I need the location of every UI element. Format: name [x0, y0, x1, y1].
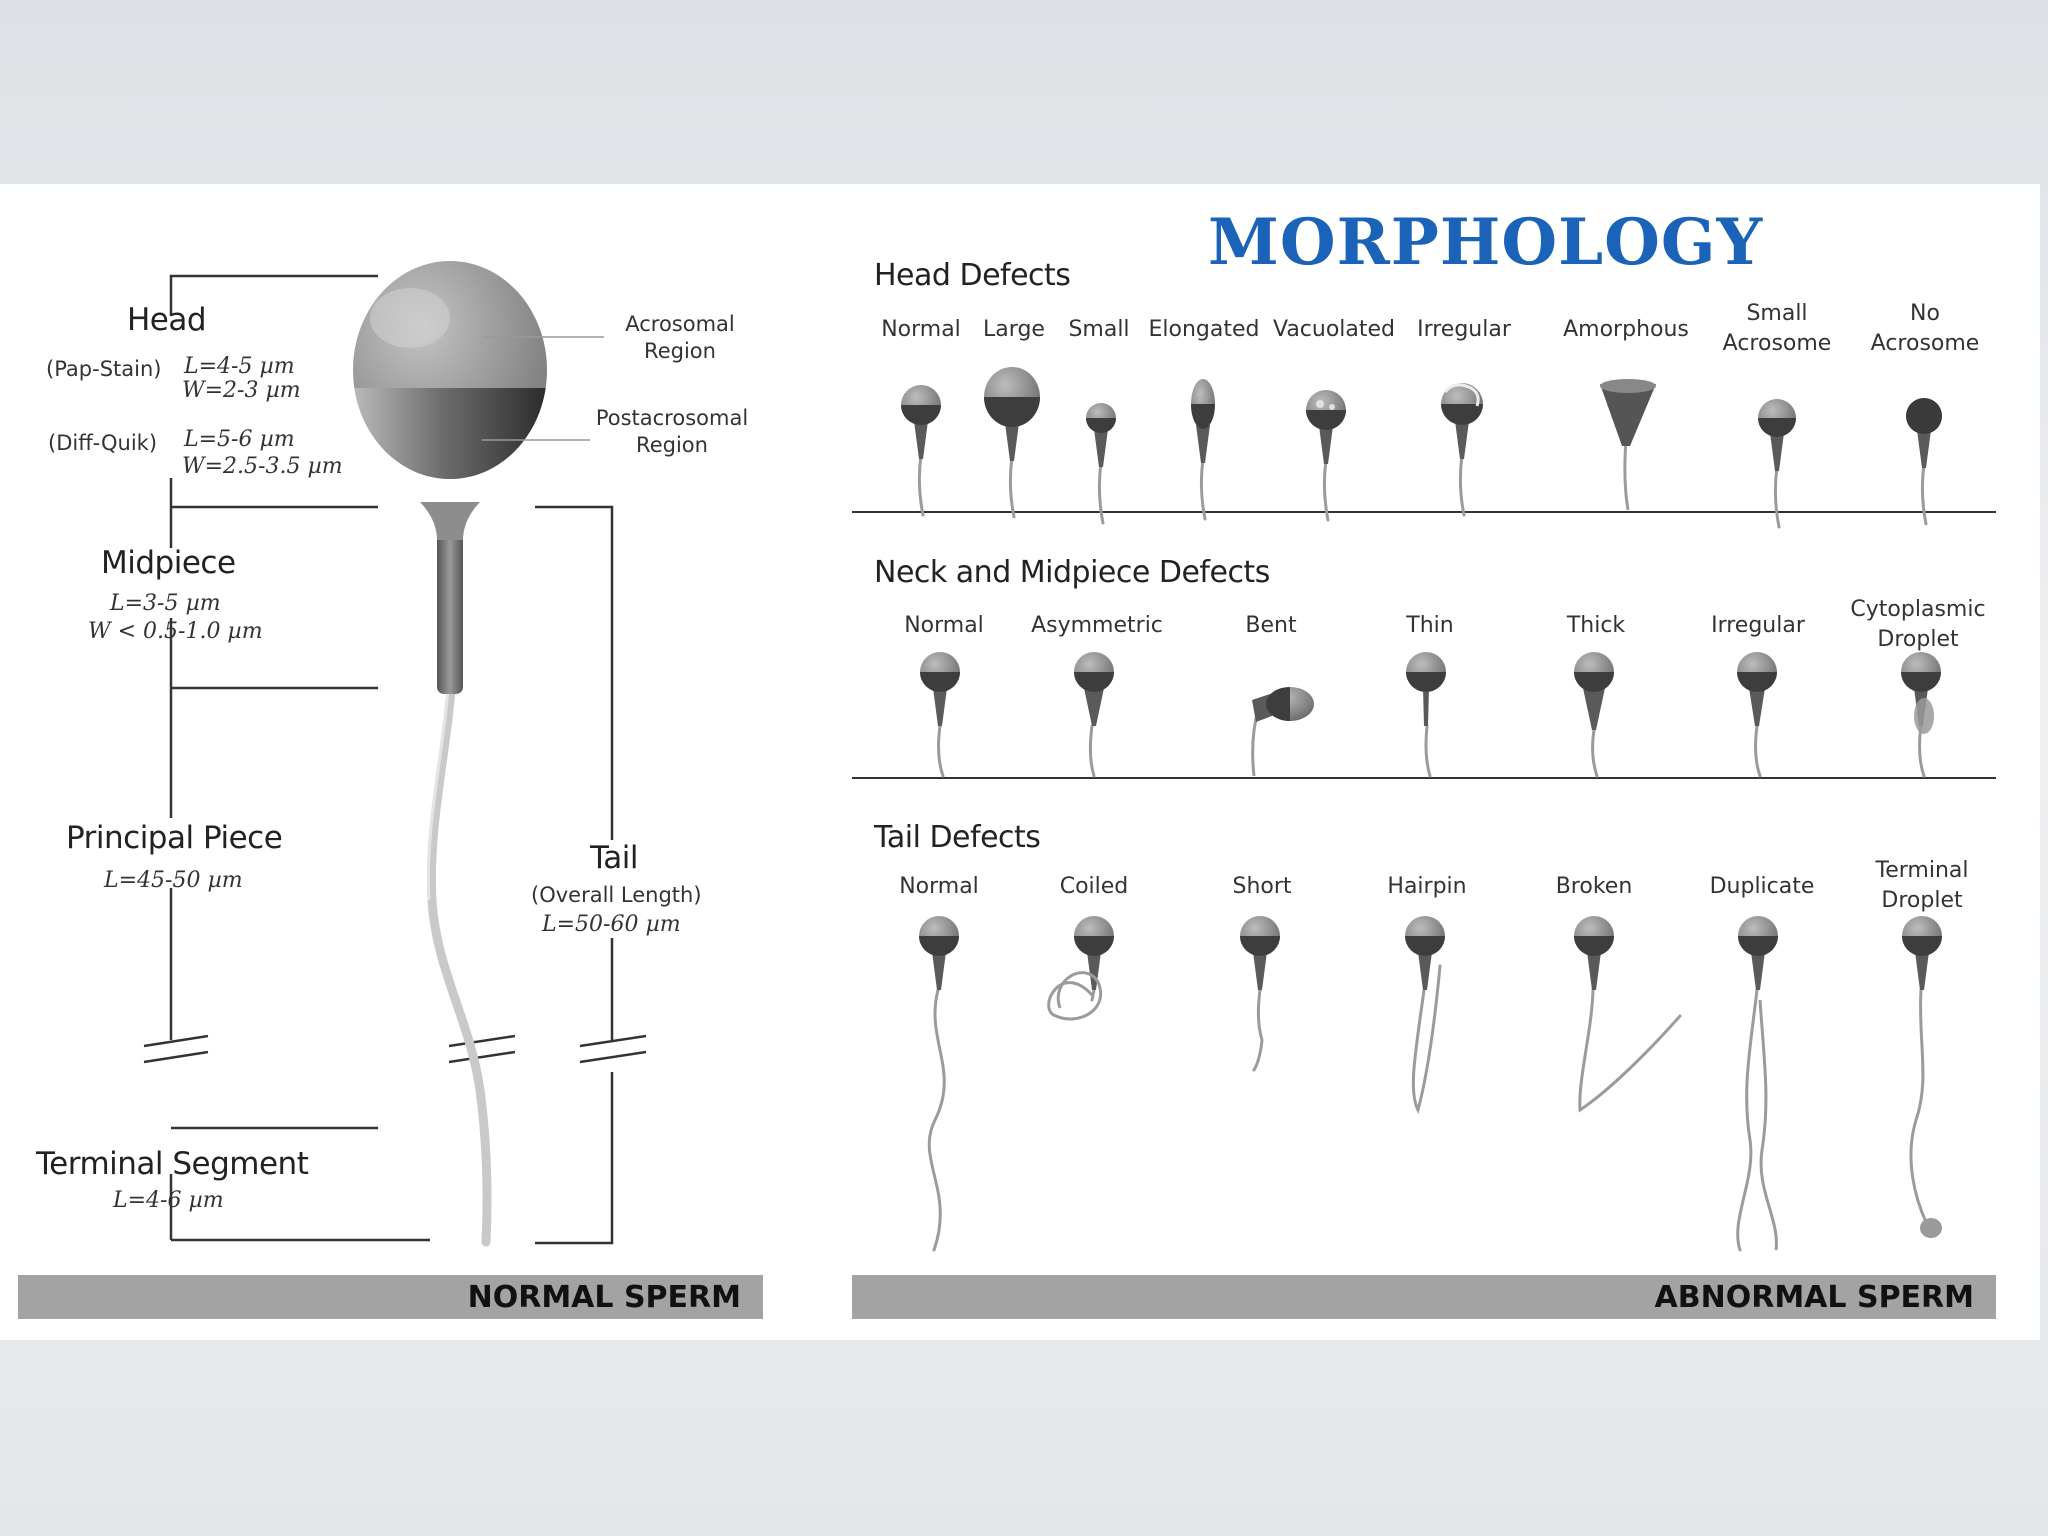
neck-defect-label-line: Normal: [904, 613, 984, 638]
sperm-postacrosome: [1191, 404, 1215, 429]
head-defect-label: [1273, 315, 1395, 345]
neck-thick-illustration: [1574, 652, 1614, 776]
head-defect-label-line: Large: [983, 317, 1045, 342]
sperm-tail: [1911, 990, 1926, 1222]
normal-sperm-bar: [18, 1275, 763, 1319]
abnormal-sperm-label: ABNORMAL SPERM: [1654, 1280, 1974, 1315]
neck-defect-label-line: Thick: [1566, 613, 1626, 638]
diff-quik-label: (Diff-Quik): [48, 431, 158, 455]
terminal-droplet: [1920, 1218, 1942, 1238]
head-defect-label-line: Irregular: [1417, 317, 1511, 342]
diff-quik-width: W=2.5-3.5 µm: [182, 454, 343, 479]
principal-piece-label: Principal Piece: [66, 820, 283, 856]
vacuole: [1329, 404, 1335, 410]
postacrosomal-region-line1: Postacrosomal: [595, 406, 749, 430]
sperm-midpiece: [1749, 688, 1765, 726]
sperm-midpiece: [1084, 688, 1104, 726]
sperm-midpiece: [1583, 688, 1605, 730]
dark-head: [1906, 398, 1942, 434]
midpiece-length: L=3-5 µm: [110, 591, 221, 616]
tail-defect-label: [1060, 872, 1129, 902]
sperm-midpiece: [1751, 952, 1765, 990]
sperm-tail: [1738, 990, 1757, 1250]
neck-defect-label: [1031, 611, 1163, 641]
sperm-midpiece: [1005, 423, 1019, 461]
sperm-midpiece: [914, 421, 928, 459]
midpiece-width: W < 0.5-1.0 µm: [88, 619, 263, 644]
diff-quik-length: L=5-6 µm: [184, 427, 295, 452]
neck-irregular-illustration: [1737, 652, 1777, 776]
head-defect-label: [881, 315, 961, 345]
head-amorphous-illustration: [1600, 379, 1656, 510]
abnormal-sperm-illustrations: [901, 367, 1942, 1250]
head-defect-label-line: Acrosome: [1722, 331, 1832, 356]
terminal-segment-label: Terminal Segment: [36, 1146, 309, 1182]
acrosomal-region-line2: Region: [644, 339, 716, 363]
sperm-tail: [1254, 990, 1262, 1070]
tail-defect-label: [1556, 872, 1633, 902]
sperm-midpiece: [1917, 430, 1931, 468]
terminal-segment-length: L=4-6 µm: [113, 1188, 224, 1213]
tail-duplicate-illustration: [1738, 916, 1778, 1250]
sperm-postacrosome: [1306, 410, 1346, 430]
tail-defect-label: [1232, 872, 1291, 902]
sperm-tail: [1775, 467, 1779, 527]
sperm-tail: [919, 455, 923, 515]
principal-piece-length: L=45-50 µm: [104, 868, 243, 893]
neck-bent-illustration: [1252, 687, 1314, 776]
head-defects-title: Head Defects: [874, 258, 1071, 293]
tail-defect-label-line: Broken: [1555, 874, 1633, 899]
amorphous-top: [1600, 379, 1656, 393]
head-vacuolated-illustration: [1306, 390, 1346, 520]
sperm-tail: [1324, 460, 1328, 520]
neck-asymmetric-illustration: [1074, 652, 1114, 776]
head-small-illustration: [1086, 403, 1116, 523]
head-defect-label-line: Acrosome: [1870, 331, 1980, 356]
sperm-postacrosome: [1574, 672, 1614, 692]
head-small-acrosome-illustration: [1758, 399, 1796, 527]
neck-normal-illustration: [920, 652, 960, 776]
sperm-midpiece: [1319, 426, 1333, 464]
sperm-postacrosome: [1086, 418, 1116, 433]
head-elongated-illustration: [1191, 379, 1215, 519]
sperm-tail: [1460, 455, 1464, 515]
sperm-tail: [1201, 459, 1205, 519]
pap-stain-width: W=2-3 µm: [182, 378, 301, 403]
sperm-postacrosome: [1737, 672, 1777, 692]
head-defect-label-line: No: [1910, 301, 1940, 326]
tail-defect-label-line: Droplet: [1881, 888, 1963, 913]
neck-defect-label: [1406, 611, 1453, 641]
head-defect-label-line: Amorphous: [1563, 317, 1689, 342]
sperm-tail: [1593, 730, 1597, 776]
amorphous-head: [1600, 384, 1656, 446]
head-defect-label: [1068, 315, 1129, 345]
sperm-midpiece: [932, 952, 946, 990]
sperm-midpiece: [1196, 425, 1210, 463]
sperm-tail: [1922, 464, 1926, 524]
head-defect-label-line: Normal: [881, 317, 961, 342]
neck-defect-label: [1711, 611, 1805, 641]
sperm-postacrosome: [1902, 936, 1942, 956]
sperm-postacrosome: [1240, 936, 1280, 956]
sperm-tail: [1756, 726, 1760, 776]
sperm-tail: [1010, 457, 1014, 517]
head-defect-label-line: Small: [1068, 317, 1130, 342]
sperm-tail: [939, 726, 943, 776]
neck-defect-label-line: Asymmetric: [1031, 613, 1163, 638]
head-defect-label: [1563, 315, 1689, 345]
tail-label: Tail: [590, 840, 639, 876]
postacrosomal-region-line2: Region: [636, 433, 708, 457]
tail-defect-label-line: Terminal: [1875, 858, 1969, 883]
sperm-postacrosome: [1405, 936, 1445, 956]
tail-hairpin-illustration: [1405, 916, 1445, 1110]
normal-sperm-illustration: [350, 261, 550, 1242]
tail-defect-label: [899, 872, 979, 902]
neck-defect-label-line: Bent: [1245, 613, 1297, 638]
neck-defect-label: [1245, 611, 1296, 641]
tail-defect-label: [1876, 856, 1969, 916]
head-defect-label: [1417, 315, 1511, 345]
sperm-midpiece: [1418, 952, 1432, 990]
head-no-acrosome-illustration: [1906, 398, 1942, 524]
sperm-postacrosome: [1441, 404, 1483, 425]
abnormal-sperm-bar: [852, 1275, 1996, 1319]
acrosomal-region-line1: Acrosomal: [625, 312, 735, 336]
tail-defect-label-line: Duplicate: [1709, 874, 1815, 899]
sperm-postacrosome: [920, 672, 960, 692]
neck-thin-illustration: [1406, 652, 1446, 776]
neck-defect-label: [904, 611, 984, 641]
head-defect-label-line: Small: [1746, 301, 1808, 326]
pap-stain-length: L=4-5 µm: [184, 354, 295, 379]
sperm-midpiece: [1423, 688, 1429, 726]
neck-defect-label: [1850, 595, 1985, 655]
sperm-postacrosome: [1574, 936, 1614, 956]
neck-defects-title: Neck and Midpiece Defects: [874, 555, 1270, 590]
tail-coiled-illustration: [1049, 916, 1114, 1019]
sperm-tail-duplicate: [1760, 1000, 1776, 1250]
sperm-tail: [1090, 726, 1094, 776]
sperm-postacrosome: [1738, 936, 1778, 956]
head-defect-label: [1871, 299, 1980, 359]
head-normal-illustration: [901, 385, 941, 515]
sperm-midpiece: [1915, 952, 1929, 990]
sperm-postacrosome: [1758, 418, 1796, 437]
pap-stain-label: (Pap-Stain): [46, 357, 162, 381]
sperm-postacrosome: [1901, 672, 1941, 692]
tail-defect-label-line: Coiled: [1059, 874, 1129, 899]
tail-short-illustration: [1240, 916, 1280, 1070]
sperm-tail: [929, 990, 944, 1250]
sperm-midpiece: [1455, 421, 1469, 459]
sperm-tail: [1426, 726, 1430, 776]
head-irregular-illustration: [1441, 383, 1483, 515]
sperm-postacrosome: [901, 405, 941, 425]
neck-defect-label-line: Thin: [1406, 613, 1454, 638]
sperm-tail: [1092, 990, 1094, 1000]
tail-overall-length: (Overall Length): [531, 883, 702, 907]
tail-broken-illustration: [1574, 916, 1680, 1110]
tail-defects-title: Tail Defects: [874, 820, 1041, 855]
normal-sperm-label: NORMAL SPERM: [467, 1280, 741, 1315]
head-label: Head: [127, 302, 207, 338]
sperm-midpiece: [1587, 952, 1601, 990]
sperm-midpiece: [1253, 952, 1267, 990]
head-defect-label: [1149, 315, 1260, 345]
head-defect-label: [1723, 299, 1832, 359]
sperm-tail: [1625, 440, 1628, 510]
neck-defect-label-line: Irregular: [1711, 613, 1805, 638]
sperm-midpiece: [1770, 433, 1784, 471]
sperm-tail: [1099, 463, 1103, 523]
neck-cytoplasmic-droplet-illustration: [1901, 652, 1941, 776]
tail-defect-label-line: Hairpin: [1387, 874, 1467, 899]
sperm-postacrosome: [984, 397, 1040, 427]
tail-defect-label-line: Short: [1232, 874, 1292, 899]
sperm-postacrosome: [919, 936, 959, 956]
head-defect-label-line: Elongated: [1148, 317, 1260, 342]
midpiece-label: Midpiece: [101, 545, 236, 581]
tail-defect-label-line: Normal: [899, 874, 979, 899]
head-defect-label-line: Vacuolated: [1272, 317, 1396, 342]
tail-terminal-droplet-illustration: [1902, 916, 1942, 1238]
head-defect-label: [983, 315, 1045, 345]
abnormal-row-separators: [852, 512, 1996, 778]
head-large-illustration: [984, 367, 1040, 517]
sperm-postacrosome: [1074, 672, 1114, 692]
cytoplasmic-droplet: [1914, 698, 1934, 734]
neck-defect-label-line: Cytoplasmic: [1850, 597, 1986, 622]
sperm-postacrosome: [1406, 672, 1446, 692]
vacuole: [1316, 400, 1324, 408]
sperm-midpiece: [1094, 429, 1108, 467]
sperm-postacrosome: [1074, 936, 1114, 956]
page-title: MORPHOLOGY: [1208, 205, 1764, 280]
neck-defect-label: [1567, 611, 1625, 641]
tail-defect-label: [1710, 872, 1815, 902]
sperm-midpiece: [933, 688, 947, 726]
tail-defect-label: [1387, 872, 1466, 902]
sperm-tail: [1580, 990, 1680, 1110]
tail-length: L=50-60 µm: [542, 912, 681, 937]
neck-defect-label-line: Droplet: [1877, 627, 1959, 652]
tail-normal-illustration: [919, 916, 959, 1250]
